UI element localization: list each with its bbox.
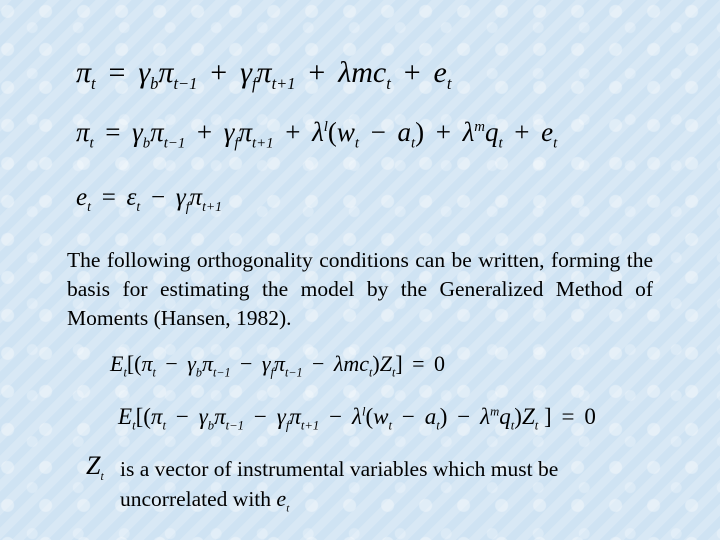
equation-nkpc-wages: $\pi_t = \gamma_b\pi_{t-1} + \gamma_f\pi_{t+1} + \lambda^l(w_t - a_t) + \lambda^mq_t + e_t$ [76, 117, 558, 152]
gmm-paragraph: The following orthogonality conditions can be written, forming the basis for estimating the model by the Generalized Method of Moments (Hansen, 1982). [67, 248, 653, 330]
equation-error-term: $e_t = \varepsilon_t - \gamma_f\pi_{t+1}$ [76, 184, 223, 214]
error-term-symbol: $e_t$ [276, 486, 290, 515]
instrument-note-line1: is a vector of instrumental variables which must be [120, 457, 559, 481]
instrument-note-line2 [120, 486, 289, 514]
equation-hybrid-nkpc: $\pi_t = \gamma_b\pi_{t-1} + \gamma_f\pi_{t+1} + \lambda mc_t + e_t$ [76, 56, 452, 93]
orthogonality-condition-1: $E_t[(\pi_t - \gamma_b\pi_{t-1} - \gamma_f\pi_{t-1} - \lambda mc_t)Z_t] = 0$ [110, 351, 446, 380]
instrument-symbol: $Z_t$ [86, 451, 104, 484]
instrument-note-prefix: uncorrelated with [120, 487, 272, 511]
orthogonality-condition-2: $E_t[(\pi_t - \gamma_b\pi_{t-1} - \gamma_f\pi_{t+1} - \lambda^l(w_t - a_t) - \lambda^mq_t)Z_t$ ] = 0 [118, 404, 596, 433]
